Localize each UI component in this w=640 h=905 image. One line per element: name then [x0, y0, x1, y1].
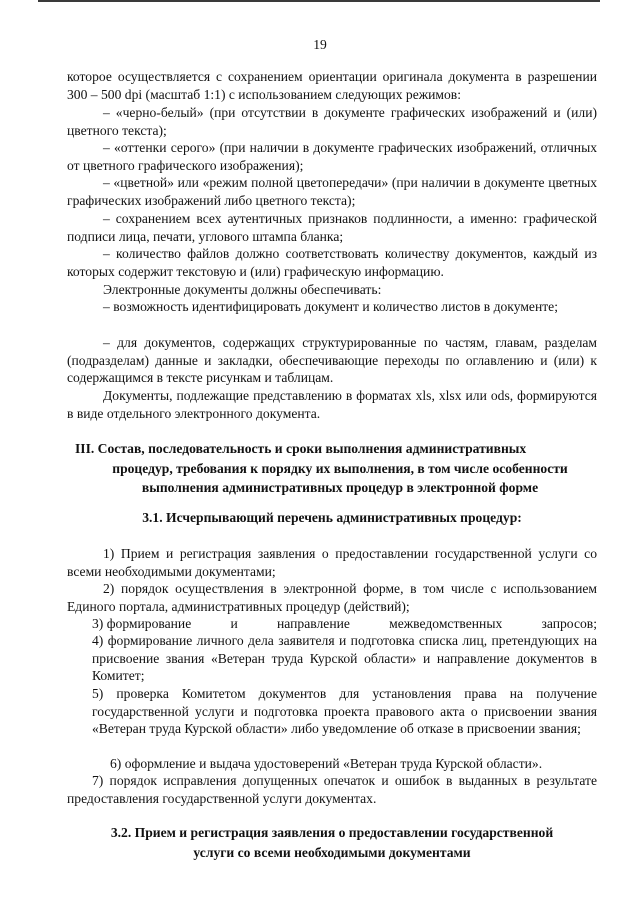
procedure-6: 6) оформление и выдача удостоверений «Ветеран труда Курской области».: [110, 756, 543, 771]
section-3-title-line-3: выполнения административных процедур в электронной форме: [141, 480, 539, 495]
procedure-3-word: и: [230, 616, 238, 631]
procedure-2: 2) порядок осуществления в электронной форме, в том числе с использованием Единого портала, административных процедур (действий);: [67, 581, 597, 614]
section-3-title-line-2: процедур, требования к порядку их выполнения, в том числе особенности: [112, 460, 568, 476]
procedure-3-word: направление: [277, 616, 350, 631]
procedure-7: 7) порядок исправления допущенных опечаток и ошибок в выданных в результате предоставления государственной услуги документах.: [67, 773, 597, 806]
page-number: 19: [313, 37, 327, 52]
authenticity-signs: – сохранением всех аутентичных признаков подлинности, а именно: графической подписи лица, печати, углового штампа бланка;: [67, 211, 597, 244]
mode-black-white: – «черно-белый» (при отсутствии в документе графических изображений и (или) цветного текста);: [67, 105, 597, 138]
electronic-docs-intro: Электронные документы должны обеспечивать:: [103, 282, 382, 297]
procedure-3-word: межведомственных: [389, 616, 503, 631]
procedure-5: 5) проверка Комитетом документов для установления права на получение государственной услуги и подготовка проекта правового акта о присвоении звания «Ветеран труда Курской области» либо уведомление об отказе в присвоении звания;: [92, 686, 597, 736]
structured-docs-rule: – для документов, содержащих структурированные по частям, главам, разделам (подразделам) данные и закладки, обеспечивающие переходы по оглавлению и (или) к содержащимся в тексте рисункам и таблицам.: [67, 335, 597, 385]
intro-paragraph-1: которое осуществляется с сохранением ориентации оригинала документа в разрешении 300 – 500 dpi (масштаб 1:1) с использованием следующих режимов:: [67, 69, 597, 102]
mode-grayscale: – «оттенки серого» (при наличии в документе графических изображений, отличных от цветного графического изображения);: [67, 140, 597, 173]
procedure-4: 4) формирование личного дела заявителя и подготовка списка лиц, претендующих на присвоение звания «Ветеран труда Курской области» и направление документов в Комитет;: [92, 633, 597, 683]
procedure-3: [92, 615, 597, 633]
section-3-title: [75, 439, 605, 498]
subsection-3-2-title-line-2: услуги со всеми необходимыми документами: [193, 844, 471, 860]
section-3-title-line-1: III. Состав, последовательность и сроки выполнения административных: [75, 441, 527, 456]
file-count-rule: – количество файлов должно соответствовать количеству документов, каждый из которых содержит текстовую и (или) графическую информацию.: [67, 246, 597, 279]
subsection-3-1-title: 3.1. Исчерпывающий перечень административных процедур:: [142, 510, 522, 525]
procedure-3-word: запросов;: [541, 616, 597, 631]
mode-color: – «цветной» или «режим полной цветопередачи» (при наличии в документе цветных графических изображений либо цветного текста);: [67, 175, 597, 208]
identify-document-rule: – возможность идентифицировать документ и количество листов в документе;: [103, 299, 558, 314]
procedure-1: 1) Прием и регистрация заявления о предоставлении государственной услуги со всеми необходимыми документами;: [67, 546, 597, 579]
subsection-3-2-title: [67, 823, 597, 862]
procedure-3-word: 3) формирование: [92, 616, 192, 631]
subsection-3-2-title-line-1: 3.2. Прием и регистрация заявления о предоставлении государственной: [110, 825, 554, 840]
top-border-line: [38, 0, 600, 2]
spreadsheet-docs-rule: Документы, подлежащие представлению в форматах xls, xlsx или ods, формируются в виде отдельного электронного документа.: [67, 388, 597, 421]
